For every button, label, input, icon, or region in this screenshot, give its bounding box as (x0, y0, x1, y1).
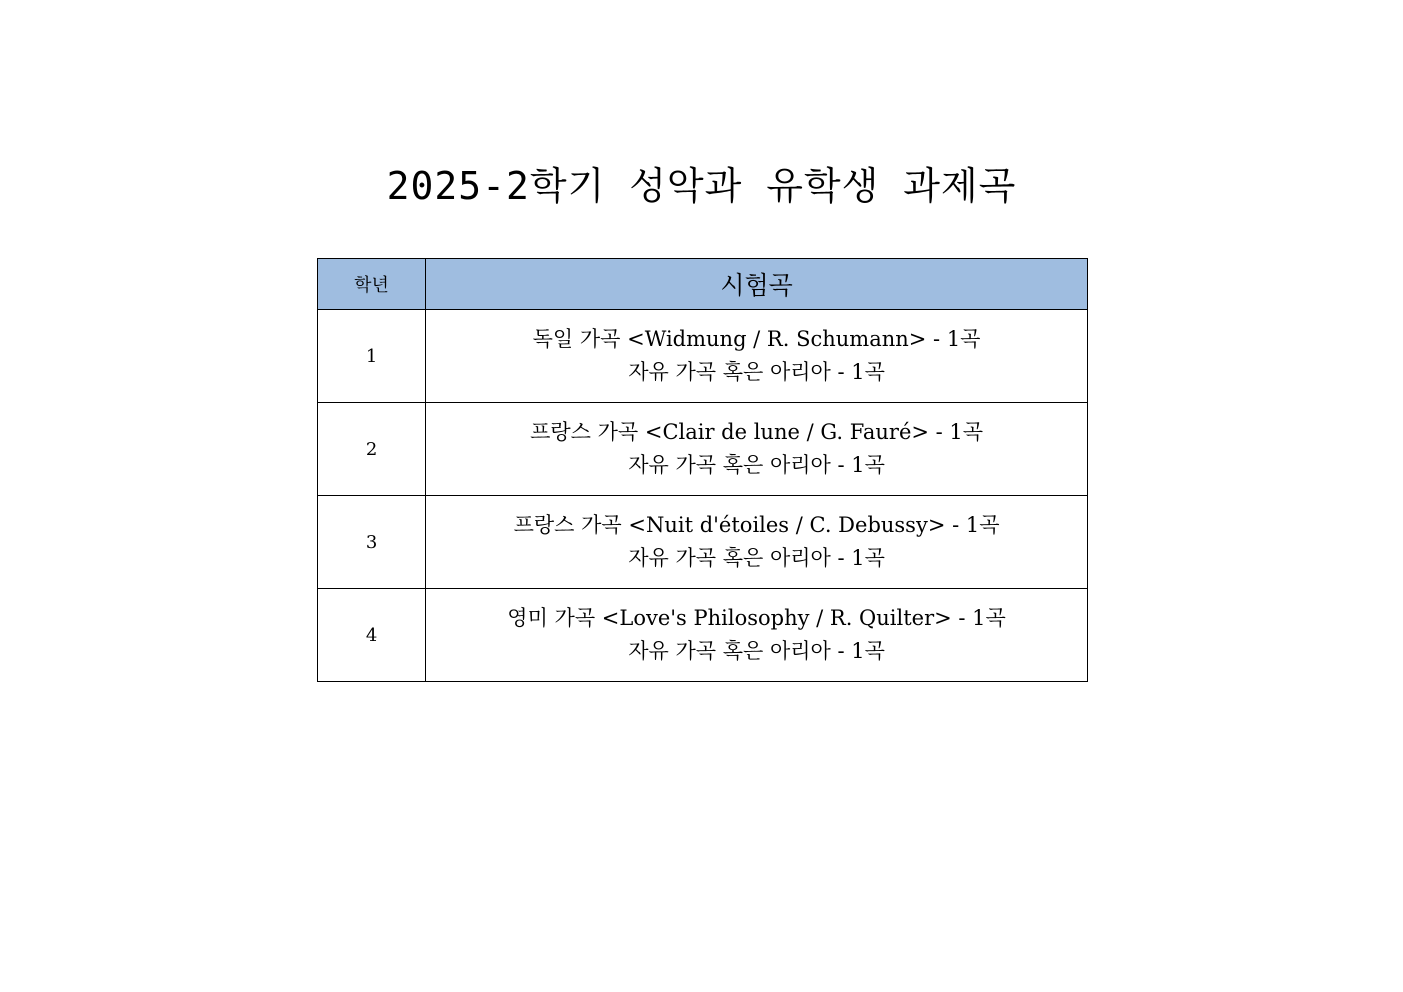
grade-cell: 1 (318, 310, 426, 403)
free-choice-song: 자유 가곡 혹은 아리아 - 1곡 (628, 546, 885, 570)
header-exam-piece: 시험곡 (426, 259, 1088, 310)
table-row (318, 310, 1088, 403)
table-header-row (318, 259, 1088, 310)
exam-piece-cell (426, 403, 1088, 496)
document-title: 2025-2학기 성악과 유학생 과제곡 (386, 164, 1017, 208)
free-choice-song: 자유 가곡 혹은 아리아 - 1곡 (628, 639, 885, 663)
table-row (318, 589, 1088, 682)
grade-cell: 3 (318, 496, 426, 589)
assignment-table (317, 258, 1088, 682)
table-row (318, 403, 1088, 496)
free-choice-song: 자유 가곡 혹은 아리아 - 1곡 (628, 453, 885, 477)
required-song: 독일 가곡 <Widmung / R. Schumann> - 1곡 (532, 327, 981, 351)
grade-cell: 4 (318, 589, 426, 682)
required-song: 프랑스 가곡 <Nuit d'étoiles / C. Debussy> - 1곡 (513, 513, 1000, 537)
required-song: 프랑스 가곡 <Clair de lune / G. Fauré> - 1곡 (530, 420, 984, 444)
header-grade: 학년 (318, 259, 426, 310)
required-song: 영미 가곡 <Love's Philosophy / R. Quilter> - 1곡 (507, 606, 1006, 630)
grade-cell: 2 (318, 403, 426, 496)
exam-piece-cell (426, 589, 1088, 682)
exam-piece-cell (426, 310, 1088, 403)
free-choice-song: 자유 가곡 혹은 아리아 - 1곡 (628, 360, 885, 384)
exam-piece-cell (426, 496, 1088, 589)
table-row (318, 496, 1088, 589)
